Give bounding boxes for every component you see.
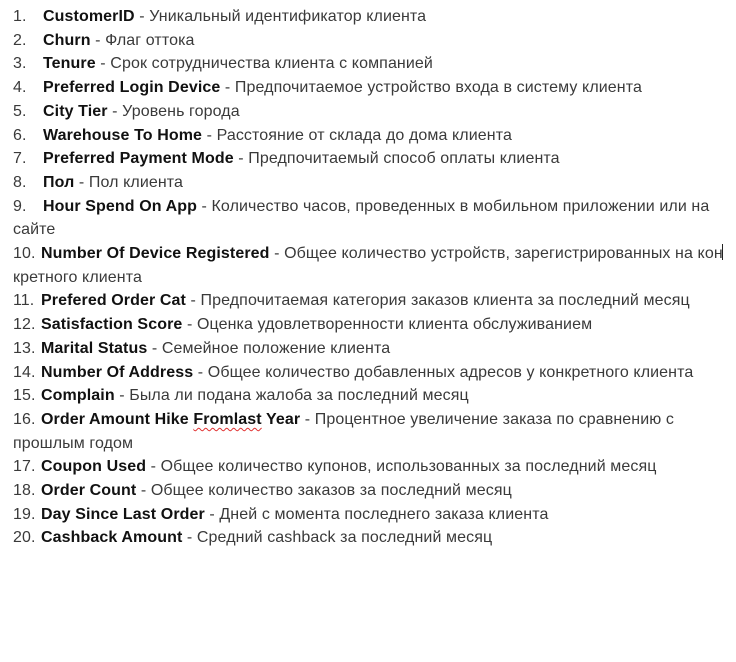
item-term: City Tier [43, 102, 108, 120]
item-term: Warehouse To Home [43, 126, 203, 144]
item-description: Пол клиента [88, 173, 184, 191]
list-item [13, 337, 728, 361]
item-number: 16. [13, 410, 36, 428]
item-term: Preferred Login Device [43, 79, 221, 97]
list-item [13, 147, 728, 171]
item-description: Оценка удовлетворенности клиента обслуживанием [196, 316, 593, 334]
item-term: Churn [43, 31, 91, 49]
item-description: Средний cashback за последний месяц [196, 529, 493, 547]
item-description: Была ли подана жалоба за последний месяц [129, 387, 469, 405]
list-item [13, 29, 728, 53]
separator: - [146, 458, 161, 476]
separator: - [95, 55, 111, 73]
list-item [13, 242, 728, 289]
item-number: 17. [13, 458, 36, 476]
list-item [13, 313, 728, 337]
separator: - [204, 505, 220, 523]
item-number: 5. [13, 102, 27, 120]
list-item [13, 361, 728, 385]
text-cursor [722, 244, 723, 260]
item-number: 11. [13, 292, 35, 310]
item-description: Уровень города [122, 102, 240, 120]
item-term [41, 411, 300, 428]
separator: - [90, 31, 106, 49]
item-term: Hour Spend On App [43, 197, 197, 215]
item-description: Расстояние от склада до дома клиента [216, 126, 512, 144]
spellcheck-underlined-word[interactable]: Fromlast [193, 410, 262, 428]
item-term: Marital Status [41, 339, 148, 357]
item-description: Уникальный идентификатор клиента [149, 8, 427, 25]
item-number: 9. [13, 197, 27, 215]
list-item [13, 52, 728, 76]
term-part: Year [261, 410, 301, 428]
item-number: 2. [13, 31, 27, 49]
item-description: Предпочитаемая категория заказов клиента за последний месяц [200, 292, 690, 310]
item-number: 6. [13, 126, 27, 144]
item-number: 1. [13, 8, 27, 25]
item-term: Number Of Address [41, 363, 194, 381]
item-number: 19. [13, 505, 36, 523]
term-part: Order Amount Hike [41, 410, 194, 428]
separator: - [196, 197, 212, 215]
list-item [13, 100, 728, 124]
item-term: Cashback Amount [41, 529, 183, 547]
separator: - [269, 245, 285, 263]
list-item [13, 455, 728, 479]
item-term: Complain [41, 387, 115, 405]
separator: - [233, 150, 249, 168]
separator: - [114, 387, 130, 405]
item-term: Satisfaction Score [41, 316, 183, 334]
separator: - [136, 482, 151, 500]
item-description: Предпочитаемый способ оплаты клиента [248, 150, 560, 168]
item-number: 14. [13, 363, 36, 381]
item-number: 13. [13, 339, 36, 357]
list-item [13, 526, 728, 550]
item-term: Day Since Last Order [41, 505, 205, 523]
separator: - [193, 363, 208, 381]
list-item [13, 5, 728, 29]
item-number: 7. [13, 150, 27, 168]
separator: - [134, 8, 150, 25]
list-item [13, 503, 728, 527]
item-number: 4. [13, 79, 27, 97]
item-description: Семейное положение клиента [161, 339, 391, 357]
item-term: Order Count [41, 482, 137, 500]
separator: - [300, 410, 315, 428]
item-description: Процентное увеличение заказа по сравнению с прошлым годом [13, 410, 674, 452]
list-item [13, 289, 728, 313]
separator: - [185, 292, 201, 310]
item-number: 20. [13, 529, 36, 547]
list-item [13, 171, 728, 195]
separator: - [182, 529, 197, 547]
description-part: Общее количество устройств, зарегистрированных на кон [284, 245, 723, 263]
item-description: Срок сотрудничества клиента с компанией [110, 55, 433, 73]
item-description: Общее количество добавленных адресов у конкретного клиента [207, 363, 694, 381]
separator: - [202, 126, 217, 144]
list-item [13, 408, 728, 455]
item-term: CustomerID [43, 8, 135, 25]
item-term: Пол [43, 173, 75, 191]
list-item [13, 124, 728, 148]
separator: - [220, 79, 235, 97]
separator: - [107, 102, 123, 120]
item-description: Дней с момента последнего заказа клиента [219, 505, 549, 523]
item-number: 3. [13, 55, 27, 73]
item-description: Предпочитаемое устройство входа в систему клиента [234, 79, 642, 97]
list-item [13, 195, 728, 242]
item-number: 15. [13, 387, 36, 405]
list-item [13, 76, 728, 100]
item-term: Prefered Order Cat [41, 292, 186, 310]
item-term: Number Of Device Registered [41, 245, 270, 263]
item-term: Coupon Used [41, 458, 147, 476]
item-number: 12. [13, 316, 36, 334]
separator: - [74, 173, 89, 191]
item-term: Preferred Payment Mode [43, 150, 234, 168]
item-description: Общее количество купонов, использованных за последний месяц [160, 458, 657, 476]
description-part: кретного клиента [13, 268, 142, 286]
item-term: Tenure [43, 55, 96, 73]
item-description: Количество часов, проведенных в мобильном приложении или на сайте [13, 197, 710, 239]
item-number: 10. [13, 245, 36, 263]
separator: - [147, 339, 162, 357]
attribute-list [13, 5, 728, 550]
item-number: 18. [13, 482, 36, 500]
item-description: Флаг оттока [105, 31, 195, 49]
item-number: 8. [13, 173, 27, 191]
list-item [13, 479, 728, 503]
list-item [13, 384, 728, 408]
separator: - [182, 316, 197, 334]
item-description: Общее количество заказов за последний месяц [150, 482, 512, 500]
